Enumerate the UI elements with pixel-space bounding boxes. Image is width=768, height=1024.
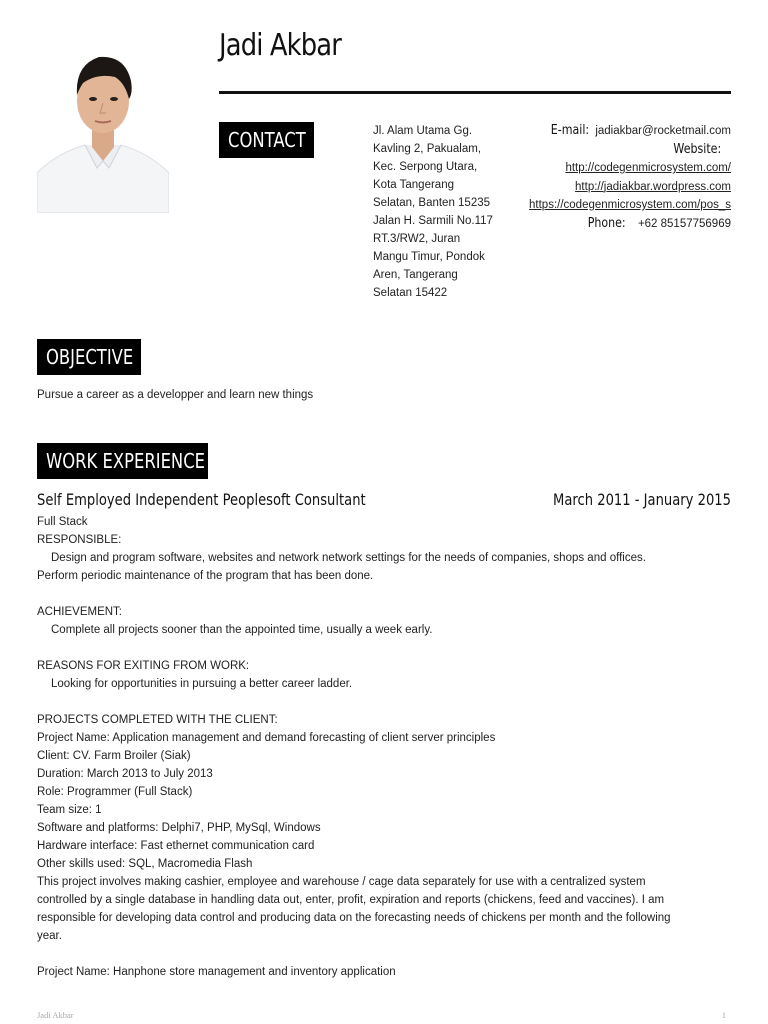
job-role: Full Stack xyxy=(37,516,88,528)
project-detail: Project Name: Application management and demand forecasting of client server principles xyxy=(37,732,496,744)
email-value[interactable]: jadiakbar@rocketmail.com xyxy=(595,125,731,137)
website-link[interactable]: https://codegenmicrosystem.com/pos_s xyxy=(529,199,731,211)
project-detail: Hardware interface: Fast ethernet communication card xyxy=(37,840,315,852)
project-detail: Role: Programmer (Full Stack) xyxy=(37,786,193,798)
website-link[interactable]: http://codegenmicrosystem.com/ xyxy=(565,162,731,174)
website-link-row xyxy=(501,196,731,215)
spacer xyxy=(37,693,732,711)
header-divider xyxy=(219,91,731,94)
project-detail: Client: CV. Farm Broiler (Siak) xyxy=(37,750,191,762)
job-description xyxy=(37,513,732,981)
contact-heading xyxy=(219,122,314,158)
reasons-text: Looking for opportunities in pursuing a better career ladder. xyxy=(51,678,353,690)
responsible-label: RESPONSIBLE: xyxy=(37,534,122,546)
responsible-text: Perform periodic maintenance of the program that has been done. xyxy=(37,570,374,582)
profile-photo xyxy=(37,43,169,213)
project-description: controlled by a single database in handling data out, enter, profit, expiration and reports (chickens, feed and vaccines). I am xyxy=(37,894,665,906)
objective-heading-label: OBJECTIVE xyxy=(46,345,134,369)
objective-heading xyxy=(37,339,141,375)
project-description: year. xyxy=(37,930,62,942)
project-description: responsible for developing data control and producing data on the forecasting needs of chickens per month and the following xyxy=(37,912,671,924)
responsible-text: Design and program software, websites and network network settings for the needs of companies, shops and offices. xyxy=(51,552,646,564)
work-experience-heading xyxy=(37,443,208,479)
candidate-name: Jadi Akbar xyxy=(219,28,341,63)
job-title: Self Employed Independent Peoplesoft Consultant xyxy=(37,490,366,509)
job-dates: March 2011 - January 2015 xyxy=(553,490,731,509)
projects-label: PROJECTS COMPLETED WITH THE CLIENT: xyxy=(37,714,278,726)
website-link-row xyxy=(501,159,731,178)
website-link[interactable]: http://jadiakbar.wordpress.com xyxy=(575,180,731,193)
reasons-label: REASONS FOR EXITING FROM WORK: xyxy=(37,660,250,672)
spacer xyxy=(37,945,732,963)
project-detail: Team size: 1 xyxy=(37,804,102,816)
contact-details xyxy=(501,122,731,233)
email-row xyxy=(501,122,731,141)
website-label: Website: xyxy=(673,141,721,157)
phone-value[interactable]: +62 85157756969 xyxy=(637,217,731,230)
project-detail: Software and platforms: Delphi7, PHP, MySql, Windows xyxy=(37,822,321,834)
person-portrait-icon xyxy=(37,43,169,213)
project-description: This project involves making cashier, employee and warehouse / cage data separately for use with a centralized system xyxy=(37,876,646,888)
address-line: Jl. Alam Utama Gg. xyxy=(373,125,473,137)
contact-heading-label: CONTACT xyxy=(228,128,306,152)
project-detail: Other skills used: SQL, Macromedia Flash xyxy=(37,858,253,870)
address-line: RT.3/RW2, Juran xyxy=(373,233,461,245)
address-line: Kavling 2, Pakualam, xyxy=(373,143,482,155)
objective-text: Pursue a career as a developper and learn new things xyxy=(37,389,314,401)
achievement-label: ACHIEVEMENT: xyxy=(37,606,122,618)
website-row xyxy=(501,141,731,160)
project-detail: Project Name: Hanphone store management and inventory application xyxy=(37,966,396,978)
phone-row xyxy=(501,215,731,234)
achievement-text: Complete all projects sooner than the appointed time, usually a week early. xyxy=(51,624,433,636)
page-number: 1 xyxy=(721,1010,726,1020)
address-line: Jalan H. Sarmili No.117 xyxy=(373,215,493,227)
address-line: Aren, Tangerang xyxy=(373,269,458,281)
address-line: Mangu Timur, Pondok xyxy=(373,251,485,263)
email-label: E-mail: xyxy=(550,123,590,138)
address-line: Kec. Serpong Utara, xyxy=(373,161,478,173)
website-link-row xyxy=(501,178,731,197)
work-experience-heading-label: WORK EXPERIENCE xyxy=(46,449,206,473)
project-detail: Duration: March 2013 to July 2013 xyxy=(37,768,213,780)
spacer xyxy=(37,639,732,657)
phone-label: Phone: xyxy=(587,215,626,231)
address-line: Selatan, Banten 15235 xyxy=(373,197,491,209)
address-line: Selatan 15422 xyxy=(373,287,448,299)
spacer xyxy=(37,585,732,603)
address-block xyxy=(373,122,513,302)
address-line: Kota Tangerang xyxy=(373,179,454,191)
footer-name: Jadi Akbar xyxy=(37,1010,74,1020)
